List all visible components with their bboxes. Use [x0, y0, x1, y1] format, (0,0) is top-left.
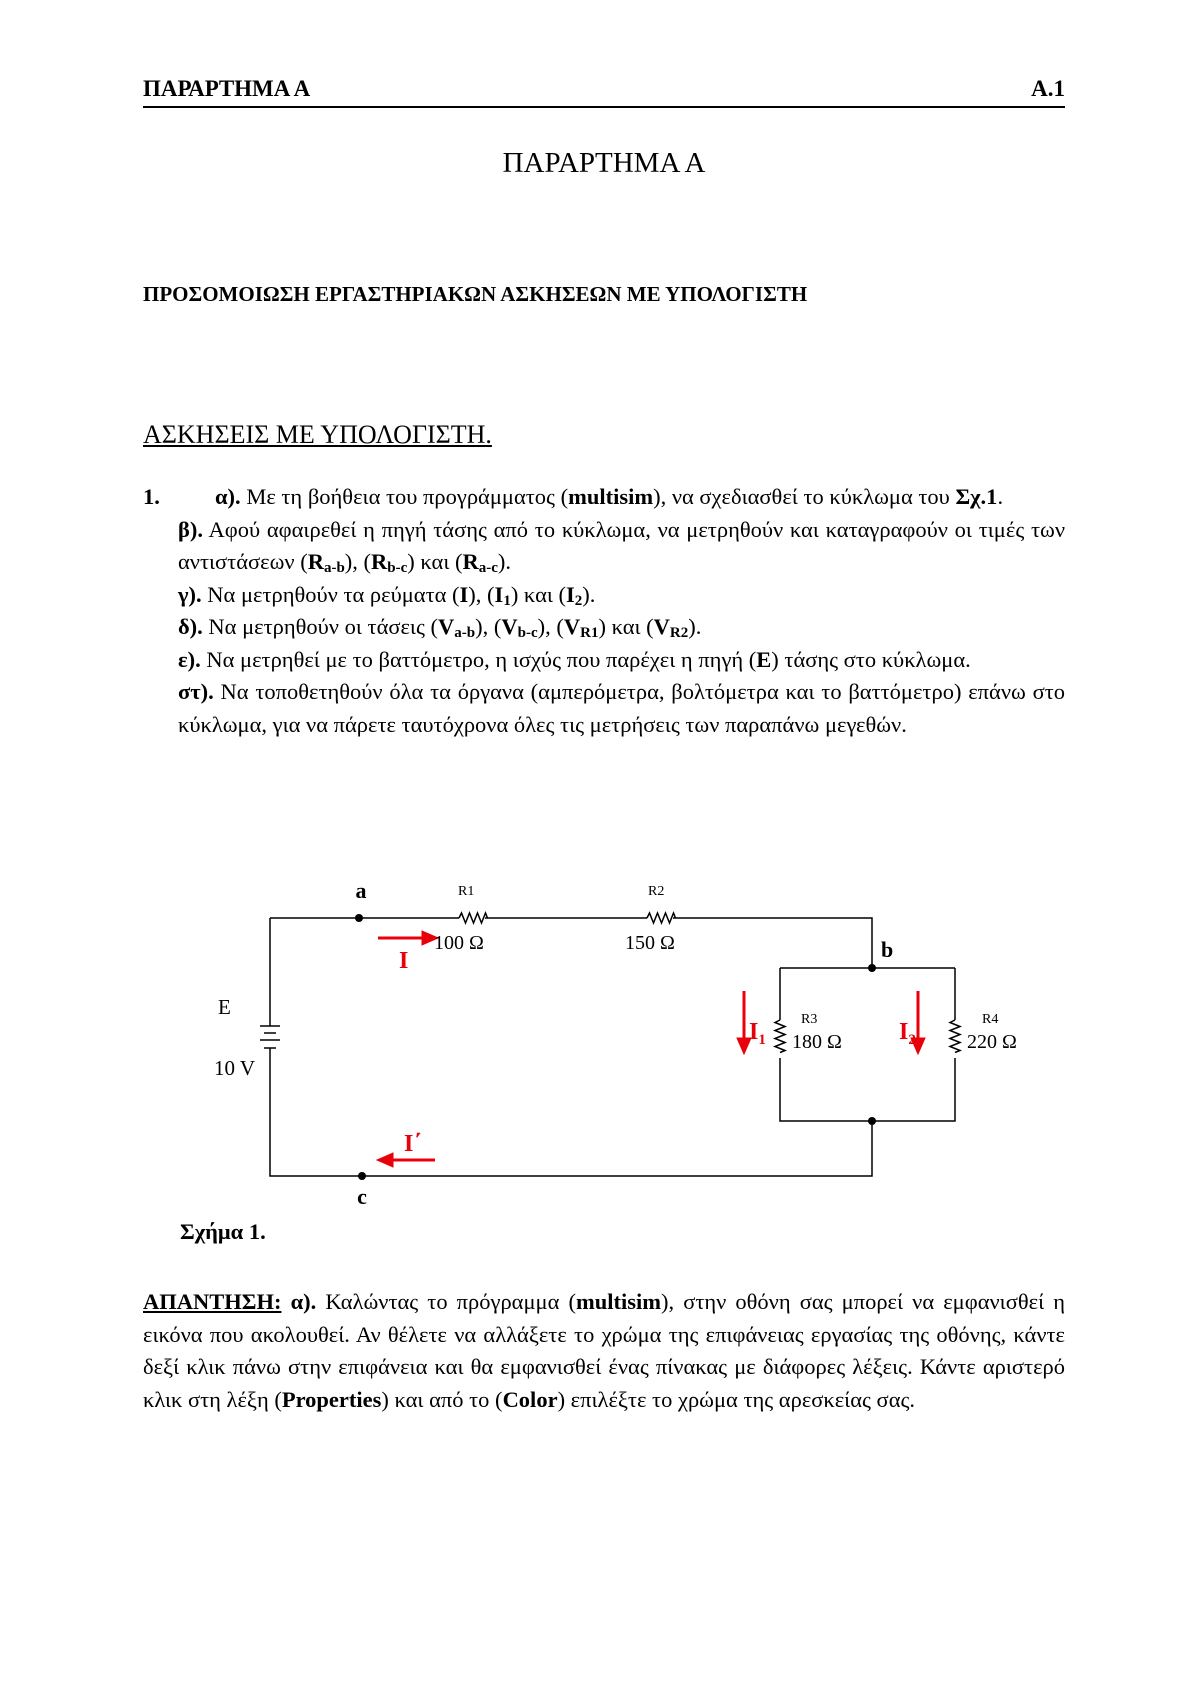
- header-left: ΠΑΡΑΡΤΗΜΑ Α: [143, 76, 311, 101]
- exercise-item-a: 1. α). Με τη βοήθεια του προγράμματος (multisim), να σχεδιασθεί το κύκλωμα του Σχ.1.: [143, 481, 1065, 514]
- answer-label: ΑΠΑΝΤΗΣΗ:: [143, 1289, 282, 1314]
- figure-caption: Σχήμα 1.: [180, 1219, 266, 1244]
- battery-icon: [260, 1026, 280, 1048]
- page-subtitle: ΠΡΟΣΟΜΟΙΩΣΗ ΕΡΓΑΣΤΗΡΙΑΚΩΝ ΑΣΚΗΣΕΩΝ ΜΕ ΥΠΟΛΟΓΙΣΤΗ: [143, 282, 808, 306]
- header-page-number: Α.1: [1031, 76, 1065, 101]
- source-label: E: [218, 995, 231, 1019]
- exercise-item-b: β). Αφού αφαιρεθεί η πηγή τάσης από το κύκλωμα, να μετρηθούν και καταγραφούν οι τιμές των αντιστάσεων $(R_{a-b})$, $(R_{b-c})$ και $(R_{a-c})$.: [178, 516, 1065, 576]
- exercise-item-d: δ). Να μετρηθούν οι τάσεις $(V_{a-b})$, $(V_{b-c})$, $(V_{R1})$ και $(V_{R2})$.: [178, 614, 702, 641]
- r2-value: 150 Ω: [625, 932, 675, 954]
- page-header: [143, 72, 1065, 108]
- node-a-dot: [355, 914, 363, 922]
- exercise-item-g: γ). Να μετρηθούν τα ρεύματα (I), $(I_1)$ και $(I_2)$.: [178, 581, 596, 609]
- current-iprime-label: I΄: [404, 1131, 422, 1157]
- r4-label: R4: [982, 1012, 999, 1027]
- r1-resistor: [459, 913, 488, 923]
- exercise-number: 1.: [143, 484, 160, 509]
- node-b2-dot: [868, 1117, 876, 1125]
- page-title: ΠΑΡΑΡΤΗΜΑ Α: [502, 147, 706, 179]
- current-i2-label: $I_2$: [899, 1019, 916, 1048]
- node-a-label: a: [355, 878, 367, 903]
- source-value: 10 V: [214, 1056, 256, 1080]
- current-arrows: [377, 931, 925, 1167]
- r1-value: 100 Ω: [434, 932, 484, 954]
- exercise-item-st: στ). Να τοποθετηθούν όλα τα όργανα (αμπερόμετρα, βολτόμετρα και το βαττόμετρο) επάνω στο κύκλωμα, για να πάρετε ταυτόχρονα όλες τις μετρήσεις των παραπάνω μεγεθών.: [178, 679, 1065, 737]
- exercise-item-e: ε). Να μετρηθεί με το βαττόμετρο, η ισχύς που παρέχει η πηγή (E) τάσης στο κύκλωμα.: [178, 646, 971, 672]
- r2-label: R2: [648, 884, 665, 899]
- node-c-dot: [358, 1172, 366, 1180]
- circuit-diagram: [198, 868, 1042, 1212]
- section-heading: ΑΣΚΗΣΕΙΣ ΜΕ ΥΠΟΛΟΓΙΣΤΗ.: [143, 420, 492, 449]
- answer-paragraph: ΑΠΑΝΤΗΣΗ: α). Καλώντας το πρόγραμμα (multisim), στην οθόνη σας μπορεί να εμφανισθεί η εικόνα που ακολουθεί. Αν θέλετε να αλλάξετε το χρώμα της επιφάνειας εργασίας της οθόνης, κάντε δεξί κλικ πάνω στην επιφάνεια και θα εμφανισθεί ένας πίνακας με διάφορες λέξεις. Κάντε αριστερό κλικ στη λέξη (Properties) και από το (Color) επιλέξτε το χρώμα της αρεσκείας σας.: [143, 1289, 1065, 1412]
- r3-value: 180 Ω: [792, 1031, 842, 1053]
- node-c-label: c: [357, 1184, 367, 1209]
- r4-value: 220 Ω: [967, 1031, 1017, 1053]
- r2-resistor: [647, 913, 676, 923]
- exercise-1: [143, 481, 1065, 741]
- circuit-wires: [260, 913, 960, 1176]
- node-b-label: b: [881, 937, 894, 962]
- r4-resistor: [950, 1020, 960, 1053]
- node-b-dot: [868, 964, 876, 972]
- r3-label: R3: [801, 1012, 818, 1027]
- current-i-label: I: [399, 948, 409, 974]
- r3-resistor: [775, 1020, 785, 1053]
- r1-label: R1: [458, 884, 475, 899]
- current-i1-label: $I_1$: [749, 1019, 766, 1048]
